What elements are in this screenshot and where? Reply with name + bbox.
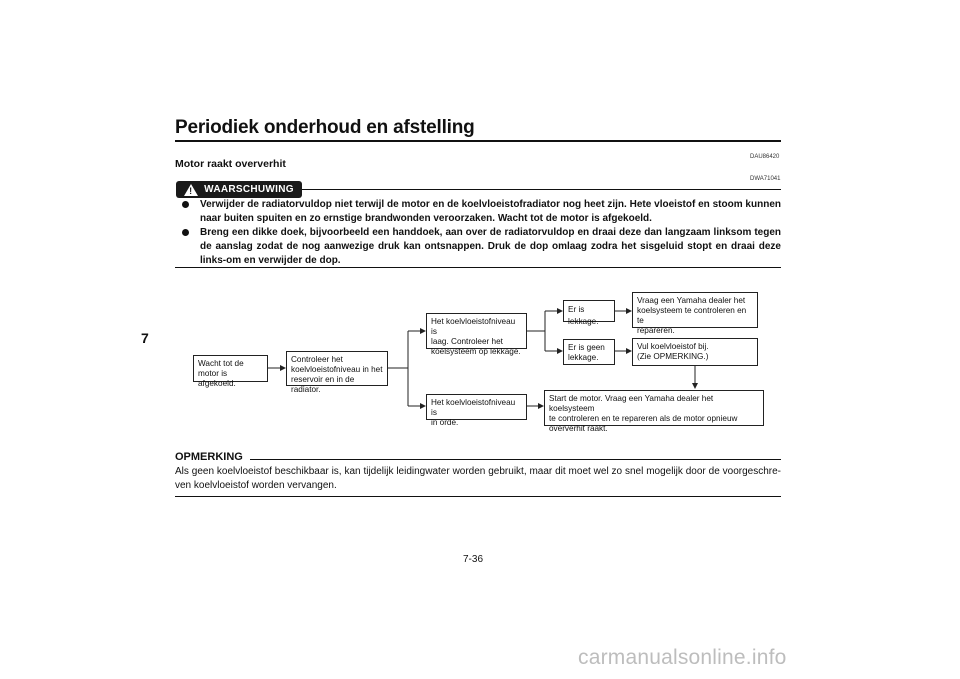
warning-triangle-icon: !	[184, 184, 198, 196]
note-title: OPMERKING	[175, 451, 243, 463]
flow-box-check-level: Controleer het koelvloeistofniveau in het reservoir en in de radiator.	[286, 351, 388, 386]
page-title: Periodiek onderhoud en afstelling	[175, 117, 475, 138]
section-code: DAU86420	[750, 154, 780, 160]
note-rule	[250, 459, 781, 460]
flow-box-wait: Wacht tot de motor is afgekoeld.	[193, 355, 268, 382]
flow-box-leak: Er is lekkage.	[563, 300, 615, 322]
warning-code: DWA71041	[750, 176, 781, 182]
watermark: carmanualsonline.info	[578, 646, 787, 669]
warning-label: WAARSCHUWING	[204, 184, 294, 195]
flow-box-dealer-repair: Vraag een Yamaha dealer het koelsysteem te controleren en te repareren.	[632, 292, 758, 328]
page-number: 7-36	[463, 554, 484, 565]
section-title: Motor raakt oververhit	[175, 158, 286, 170]
flow-box-start-engine: Start de motor. Vraag een Yamaha dealer het koelsysteem te controleren en te repareren als de motor opnieuw oververhit raakt.	[544, 390, 764, 426]
note-bottom-rule	[175, 496, 781, 497]
flow-box-refill: Vul koelvloeistof bij. (Zie OPMERKING.)	[632, 338, 758, 366]
flow-box-level-low: Het koelvloeistofniveau is laag. Controleer het koelsysteem op lekkage.	[426, 313, 527, 349]
flow-box-level-ok: Het koelvloeistofniveau is in orde.	[426, 394, 527, 420]
warning-bullet: Breng een dikke doek, bijvoorbeeld een handdoek, aan over de radiatorvuldop en draai deze dan langzaam linksom tegen de aanslag zodat de nog aanwezige druk kan ontsnappen. Druk de dop omlaag zodra het sisgeluid stopt en draai deze links-om en verwijder de dop.	[180, 226, 781, 268]
chapter-tab: 7	[141, 330, 149, 346]
warning-bullet: Verwijder de radiatorvuldop niet terwijl de motor en de koelvloeistofradiator nog heet zijn. Hete vloeistof en stoom kunnen naar buiten spuiten en zo ernstige brandwonden veroorzaken. Wacht tot de motor is afgekoeld.	[180, 198, 781, 226]
note-text: Als geen koelvloeistof beschikbaar is, kan tijdelijk leidingwater worden gebruikt, maar dit moet wel zo snel mogelijk door de voorgeschre-ven koelvloeistof worden vervangen.	[175, 466, 781, 491]
flow-box-no-leak: Er is geen lekkage.	[563, 339, 615, 365]
